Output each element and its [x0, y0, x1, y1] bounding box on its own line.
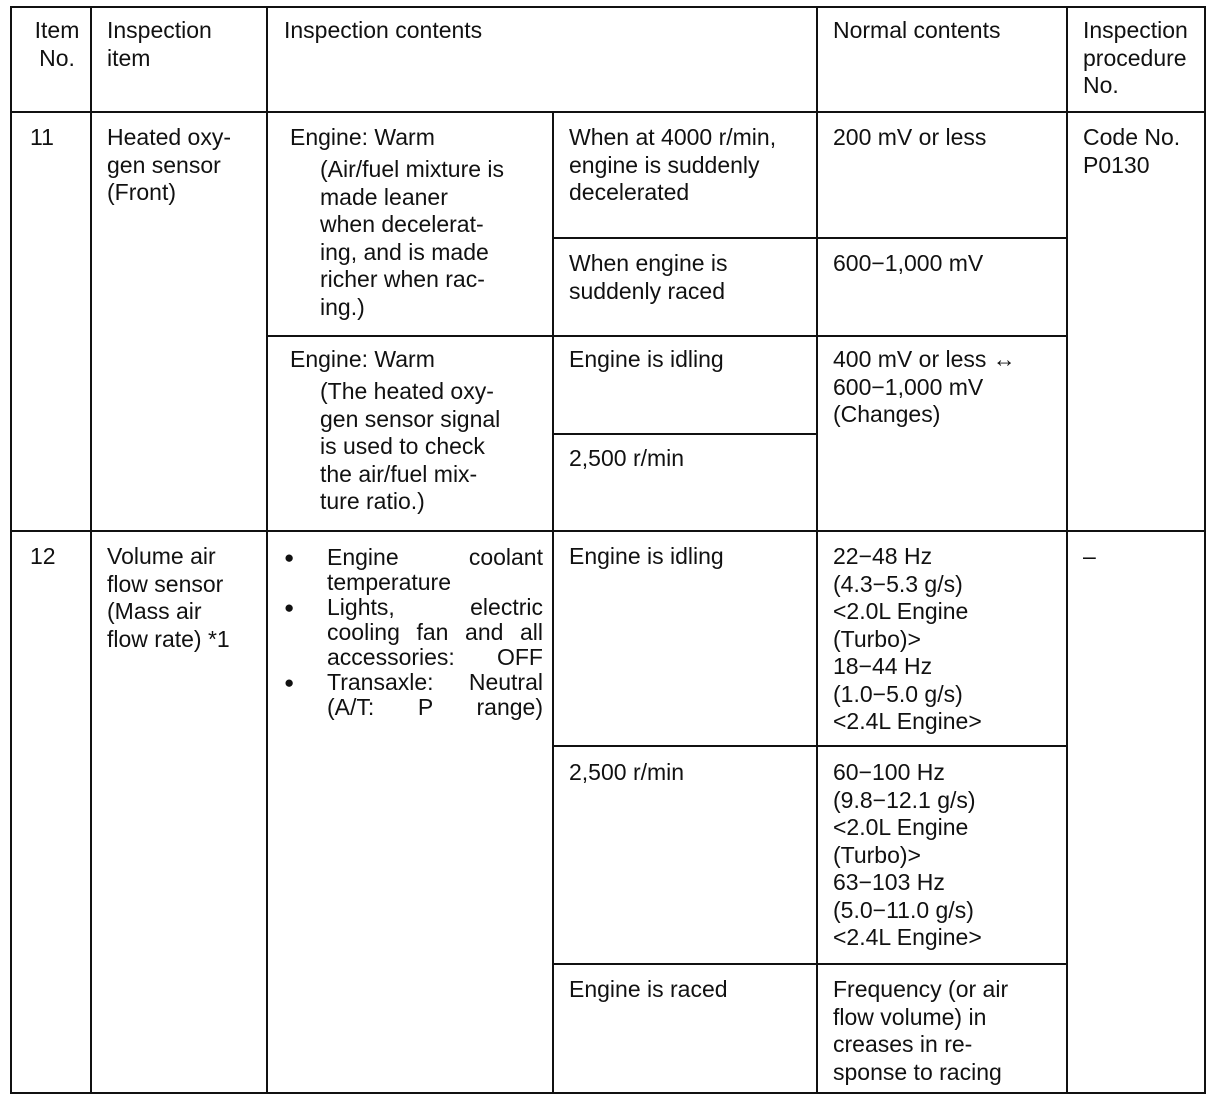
check-condition: When engine is suddenly raced [569, 250, 728, 304]
header-inspection-item: Inspection item [107, 17, 212, 71]
column-divider [816, 6, 818, 1094]
row-divider [552, 745, 1066, 747]
column-divider [1066, 6, 1068, 1094]
inspection-item: Heated oxy- gen sensor (Front) [107, 124, 232, 205]
item-no: 12 [30, 543, 56, 569]
header-inspection-contents: Inspection contents [284, 17, 483, 43]
condition-item: ● Transaxle: Neutral (A/T: P range) [283, 670, 543, 720]
column-divider [90, 6, 92, 1094]
row-divider [552, 963, 1066, 965]
condition-list [283, 545, 543, 720]
check-condition: 2,500 r/min [569, 445, 685, 471]
condition-title: Engine: Warm [290, 124, 435, 150]
header-normal-contents: Normal contents [833, 17, 1001, 43]
condition-item: ● Engine coolant temperature [283, 545, 543, 595]
procedure-no: Code No. P0130 [1083, 124, 1181, 178]
inspection-item: Volume air flow sensor (Mass air flow rate) *1 [107, 543, 230, 652]
header-item-no: Item No. [34, 17, 80, 71]
header-inspection-procedure-no: Inspection procedure No. [1083, 17, 1188, 98]
normal-value: 60−100 Hz (9.8−12.1 g/s) <2.0L Engine (Turbo)> 63−103 Hz (5.0−11.0 g/s) <2.4L Engine> [833, 759, 982, 950]
normal-value: 400 mV or less ↔ 600−1,000 mV (Changes) [833, 346, 1016, 427]
normal-value: 200 mV or less [833, 124, 987, 150]
header-divider [10, 111, 1206, 113]
condition-item: ● Lights, electric cooling fan and all accessories: OFF [283, 595, 543, 670]
item-no: 11 [30, 124, 54, 150]
row-divider [552, 433, 816, 435]
normal-value: 22−48 Hz (4.3−5.3 g/s) <2.0L Engine (Turbo)> 18−44 Hz (1.0−5.0 g/s) <2.4L Engine> [833, 543, 982, 734]
condition-note: (The heated oxy- gen sensor signal is used to check the air/fuel mix- ture ratio.) [320, 378, 501, 514]
condition-title: Engine: Warm [290, 346, 435, 372]
normal-value: 600−1,000 mV [833, 250, 984, 276]
check-condition: Engine is idling [569, 543, 724, 569]
check-condition: Engine is idling [569, 346, 724, 372]
procedure-no: – [1083, 543, 1096, 569]
row-divider [266, 335, 1066, 337]
condition-note: (Air/fuel mixture is made leaner when decelerat- ing, and is made richer when rac- ing.) [320, 156, 505, 320]
normal-value: Frequency (or air flow volume) in creases in re- sponse to racing [833, 976, 1009, 1085]
column-divider [266, 6, 268, 1094]
row-divider [10, 530, 1206, 532]
check-condition: When at 4000 r/min, engine is suddenly decelerated [569, 124, 777, 205]
row-divider [552, 237, 1066, 239]
column-divider [552, 112, 554, 1094]
check-condition: 2,500 r/min [569, 759, 685, 785]
check-condition: Engine is raced [569, 976, 728, 1002]
